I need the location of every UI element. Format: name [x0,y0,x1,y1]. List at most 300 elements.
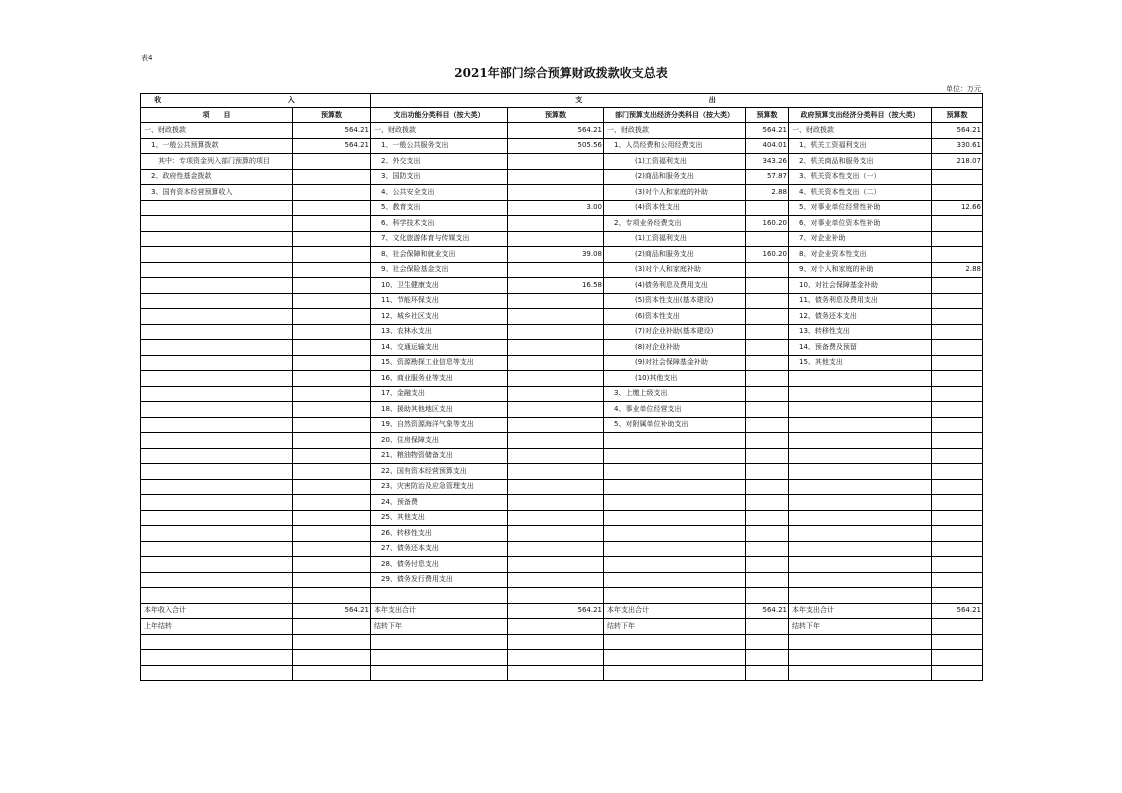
gov-econ-category-cell [789,665,932,681]
gov-econ-category-cell: 10、对社会保障基金补助 [789,278,932,294]
dept-econ-category-cell [604,448,746,464]
income-item-cell: 3、国有资本经营预算收入 [141,185,293,201]
gov-econ-budget-cell [932,650,983,666]
func-budget-cell [508,417,604,433]
income-item-cell [141,448,293,464]
dept-econ-category-cell [604,650,746,666]
income-budget-cell [293,340,371,356]
income-budget-cell [293,402,371,418]
func-budget-cell [508,665,604,681]
gov-econ-budget-cell: 564.21 [932,603,983,619]
func-category-cell: 11、节能环保支出 [371,293,508,309]
func-category-cell [371,588,508,604]
table-row [141,572,983,588]
dept-econ-budget-cell [746,526,789,542]
gov-econ-budget-cell [932,634,983,650]
dept-econ-budget-cell: 343.26 [746,154,789,170]
table-row [141,603,983,619]
income-item-cell [141,402,293,418]
gov-econ-budget-cell [932,216,983,232]
income-item-cell [141,541,293,557]
dept-econ-category-cell: (4)债务利息及费用支出 [604,278,746,294]
gov-econ-category-cell: 9、对个人和家庭的补助 [789,262,932,278]
gov-econ-budget-cell [932,541,983,557]
dept-econ-budget-cell [746,371,789,387]
func-budget-cell: 564.21 [508,123,604,139]
func-category-cell: 17、金融支出 [371,386,508,402]
dept-econ-category-cell: 5、对附属单位补助支出 [604,417,746,433]
dept-econ-category-cell [604,665,746,681]
dept-econ-category-cell: (6)资本性支出 [604,309,746,325]
gov-econ-category-cell [789,386,932,402]
func-budget-cell [508,526,604,542]
table-row [141,293,983,309]
income-item-cell: 1、一般公共预算拨款 [141,138,293,154]
dept-econ-budget-cell [746,417,789,433]
unit-label: 单位：万元 [946,85,981,93]
gov-econ-budget-cell: 564.21 [932,123,983,139]
table-row [141,402,983,418]
gov-econ-category-cell [789,448,932,464]
func-budget-cell [508,324,604,340]
gov-econ-budget-cell [932,572,983,588]
income-item-cell [141,433,293,449]
income-budget-cell: 564.21 [293,138,371,154]
func-budget-cell [508,169,604,185]
income-item-cell [141,262,293,278]
func-budget-cell [508,557,604,573]
func-budget-cell [508,293,604,309]
col-budget-header: 预算数 [293,108,371,123]
gov-econ-category-cell: 11、债务利息及费用支出 [789,293,932,309]
table-row [141,619,983,635]
col-item-header: 项 目 [141,108,293,123]
dept-econ-budget-cell [746,588,789,604]
gov-econ-budget-cell [932,185,983,201]
table-row [141,247,983,263]
func-budget-cell [508,588,604,604]
header-row-columns [141,108,983,123]
gov-econ-category-cell: 5、对事业单位经常性补助 [789,200,932,216]
table-row [141,510,983,526]
func-budget-cell [508,402,604,418]
income-item-cell [141,231,293,247]
dept-econ-category-cell: (2)商品和服务支出 [604,169,746,185]
gov-econ-category-cell [789,588,932,604]
income-budget-cell [293,665,371,681]
table-row [141,650,983,666]
func-category-cell: 7、文化旅游体育与传媒支出 [371,231,508,247]
func-category-cell: 28、债务付息支出 [371,557,508,573]
income-item-cell [141,278,293,294]
gov-econ-budget-cell: 330.61 [932,138,983,154]
func-budget-cell [508,572,604,588]
dept-econ-category-cell [604,588,746,604]
dept-econ-budget-cell [746,293,789,309]
dept-econ-category-cell: (5)资本性支出(基本建设) [604,293,746,309]
gov-econ-category-cell [789,417,932,433]
dept-econ-budget-cell [746,448,789,464]
gov-econ-budget-cell [932,557,983,573]
func-budget-cell [508,355,604,371]
income-budget-cell [293,185,371,201]
func-budget-cell [508,650,604,666]
table-row [141,324,983,340]
table-row [141,185,983,201]
func-category-cell: 3、国防支出 [371,169,508,185]
gov-econ-category-cell [789,495,932,511]
dept-econ-budget-cell: 160.20 [746,216,789,232]
dept-econ-budget-cell [746,402,789,418]
income-budget-cell [293,417,371,433]
dept-econ-category-cell: (4)资本性支出 [604,200,746,216]
dept-econ-category-cell [604,433,746,449]
income-budget-cell [293,247,371,263]
gov-econ-budget-cell [932,355,983,371]
func-budget-cell [508,154,604,170]
income-item-cell [141,355,293,371]
income-budget-cell [293,634,371,650]
income-item-cell [141,371,293,387]
dept-econ-budget-cell [746,650,789,666]
income-header-label: 收 入 [154,96,357,104]
dept-econ-category-cell: (3)对个人和家庭补助 [604,262,746,278]
dept-econ-category-cell [604,541,746,557]
func-budget-cell [508,433,604,449]
gov-econ-category-cell [789,557,932,573]
func-budget-cell: 3.00 [508,200,604,216]
table-row [141,309,983,325]
table-row [141,355,983,371]
income-budget-cell [293,464,371,480]
gov-econ-budget-cell [932,588,983,604]
income-item-cell [141,324,293,340]
col-gov-econ-header: 政府预算支出经济分类科目（按大类） [789,108,932,123]
dept-econ-budget-cell: 564.21 [746,123,789,139]
gov-econ-category-cell [789,402,932,418]
func-budget-cell [508,619,604,635]
gov-econ-category-cell: 本年支出合计 [789,603,932,619]
gov-econ-budget-cell [932,169,983,185]
gov-econ-category-cell [789,464,932,480]
func-budget-cell [508,541,604,557]
income-item-cell [141,417,293,433]
income-budget-cell [293,386,371,402]
table-row [141,464,983,480]
income-item-cell [141,634,293,650]
gov-econ-category-cell [789,650,932,666]
income-budget-cell [293,448,371,464]
header-row-sections [141,94,983,108]
dept-econ-category-cell: (2)商品和服务支出 [604,247,746,263]
dept-econ-category-cell [604,479,746,495]
dept-econ-category-cell [604,634,746,650]
income-budget-cell [293,262,371,278]
gov-econ-category-cell [789,510,932,526]
func-budget-cell [508,495,604,511]
income-budget-cell [293,154,371,170]
dept-econ-category-cell [604,464,746,480]
func-category-cell: 13、农林水支出 [371,324,508,340]
dept-econ-category-cell: 1、人员经费和公用经费支出 [604,138,746,154]
dept-econ-category-cell [604,510,746,526]
table-row [141,588,983,604]
income-budget-cell [293,588,371,604]
gov-econ-category-cell [789,634,932,650]
dept-econ-budget-cell [746,324,789,340]
table-row [141,231,983,247]
dept-econ-category-cell [604,557,746,573]
col-func-cat-header: 支出功能分类科目（按大类） [371,108,508,123]
gov-econ-budget-cell [932,309,983,325]
gov-econ-budget-cell [932,340,983,356]
func-category-cell: 21、粮油物资储备支出 [371,448,508,464]
func-budget-cell [508,386,604,402]
income-item-cell: 上年结转 [141,619,293,635]
table-row [141,123,983,139]
func-budget-cell: 564.21 [508,603,604,619]
gov-econ-category-cell [789,433,932,449]
gov-econ-budget-cell [932,448,983,464]
func-budget-cell [508,185,604,201]
gov-econ-category-cell: 2、机关商品和服务支出 [789,154,932,170]
gov-econ-category-cell: 结转下年 [789,619,932,635]
dept-econ-budget-cell [746,541,789,557]
budget-table [140,93,983,681]
income-budget-cell [293,200,371,216]
dept-econ-budget-cell [746,200,789,216]
table-body [141,123,983,681]
col-budget-header: 预算数 [508,108,604,123]
dept-econ-category-cell: (3)对个人和家庭的补助 [604,185,746,201]
func-category-cell: 18、援助其他地区支出 [371,402,508,418]
gov-econ-budget-cell: 218.07 [932,154,983,170]
func-category-cell: 4、公共安全支出 [371,185,508,201]
table-row [141,448,983,464]
gov-econ-category-cell [789,572,932,588]
gov-econ-budget-cell [932,402,983,418]
gov-econ-category-cell: 12、债务还本支出 [789,309,932,325]
gov-econ-budget-cell [932,386,983,402]
gov-econ-category-cell [789,541,932,557]
income-item-cell [141,526,293,542]
func-category-cell: 24、预备费 [371,495,508,511]
dept-econ-budget-cell [746,634,789,650]
dept-econ-category-cell [604,526,746,542]
func-budget-cell: 505.56 [508,138,604,154]
dept-econ-category-cell: 本年支出合计 [604,603,746,619]
dept-econ-category-cell: 结转下年 [604,619,746,635]
func-category-cell: 27、债务还本支出 [371,541,508,557]
dept-econ-category-cell [604,495,746,511]
func-budget-cell: 39.08 [508,247,604,263]
gov-econ-category-cell: 13、转移性支出 [789,324,932,340]
dept-econ-budget-cell [746,433,789,449]
income-item-cell [141,293,293,309]
func-category-cell: 25、其他支出 [371,510,508,526]
func-category-cell: 16、商业服务业等支出 [371,371,508,387]
gov-econ-budget-cell [932,479,983,495]
income-item-cell [141,200,293,216]
gov-econ-category-cell: 6、对事业单位资本性补助 [789,216,932,232]
func-budget-cell [508,634,604,650]
gov-econ-category-cell: 4、机关资本性支出（二） [789,185,932,201]
dept-econ-budget-cell [746,619,789,635]
dept-econ-category-cell [604,572,746,588]
income-budget-cell [293,355,371,371]
gov-econ-category-cell: 7、对企业补助 [789,231,932,247]
income-item-cell [141,572,293,588]
func-category-cell: 10、卫生健康支出 [371,278,508,294]
table-row [141,216,983,232]
gov-econ-budget-cell: 2.88 [932,262,983,278]
func-budget-cell [508,464,604,480]
dept-econ-category-cell: (9)对社会保障基金补助 [604,355,746,371]
table-row [141,479,983,495]
dept-econ-budget-cell: 57.87 [746,169,789,185]
document-title: 2021年部门综合预算财政拨款收支总表 [454,66,668,80]
table-row [141,340,983,356]
dept-econ-budget-cell [746,557,789,573]
income-item-cell [141,386,293,402]
func-category-cell: 19、自然资源海洋气象等支出 [371,417,508,433]
income-budget-cell [293,541,371,557]
func-category-cell: 2、外交支出 [371,154,508,170]
income-budget-cell [293,231,371,247]
income-budget-cell [293,169,371,185]
income-item-cell [141,464,293,480]
func-budget-cell [508,231,604,247]
dept-econ-budget-cell: 160.20 [746,247,789,263]
dept-econ-budget-cell: 404.01 [746,138,789,154]
dept-econ-category-cell: (1)工资福利支出 [604,231,746,247]
income-budget-cell [293,216,371,232]
table-row [141,169,983,185]
gov-econ-category-cell [789,479,932,495]
gov-econ-category-cell [789,371,932,387]
table-row [141,386,983,402]
table-row [141,200,983,216]
func-budget-cell [508,448,604,464]
func-category-cell: 23、灾害防治及应急管理支出 [371,479,508,495]
gov-econ-budget-cell [932,665,983,681]
dept-econ-category-cell: 一、财政拨款 [604,123,746,139]
func-category-cell: 结转下年 [371,619,508,635]
gov-econ-budget-cell [932,510,983,526]
income-item-cell [141,247,293,263]
expenditure-header-label: 支 出 [575,96,778,104]
income-item-cell: 一、财政拨款 [141,123,293,139]
table-row [141,541,983,557]
dept-econ-budget-cell [746,495,789,511]
table-number: 表4 [141,54,153,62]
func-budget-cell [508,262,604,278]
gov-econ-category-cell: 8、对企业资本性支出 [789,247,932,263]
func-budget-cell [508,371,604,387]
gov-econ-budget-cell [932,433,983,449]
gov-econ-category-cell: 3、机关资本性支出（一） [789,169,932,185]
gov-econ-category-cell [789,526,932,542]
income-item-cell [141,557,293,573]
table-row [141,665,983,681]
dept-econ-budget-cell [746,464,789,480]
func-category-cell: 6、科学技术支出 [371,216,508,232]
gov-econ-budget-cell [932,231,983,247]
col-budget-header: 预算数 [746,108,789,123]
func-budget-cell: 16.58 [508,278,604,294]
income-budget-cell [293,510,371,526]
gov-econ-budget-cell [932,371,983,387]
income-item-cell [141,650,293,666]
gov-econ-category-cell: 14、预备费及预留 [789,340,932,356]
dept-econ-budget-cell [746,262,789,278]
gov-econ-budget-cell [932,324,983,340]
table-row [141,433,983,449]
income-item-cell [141,665,293,681]
income-budget-cell [293,324,371,340]
dept-econ-budget-cell [746,510,789,526]
gov-econ-budget-cell [932,417,983,433]
dept-econ-budget-cell [746,386,789,402]
func-category-cell: 本年支出合计 [371,603,508,619]
dept-econ-category-cell: (8)对企业补助 [604,340,746,356]
income-budget-cell [293,495,371,511]
table-row [141,417,983,433]
income-item-cell [141,495,293,511]
dept-econ-budget-cell: 564.21 [746,603,789,619]
dept-econ-category-cell: 3、上缴上级支出 [604,386,746,402]
dept-econ-budget-cell [746,340,789,356]
dept-econ-budget-cell [746,665,789,681]
dept-econ-budget-cell [746,231,789,247]
col-dept-econ-header: 部门预算支出经济分类科目（按大类） [604,108,746,123]
gov-econ-budget-cell [932,278,983,294]
table-row [141,634,983,650]
income-budget-cell [293,371,371,387]
dept-econ-budget-cell [746,479,789,495]
gov-econ-budget-cell [932,464,983,480]
income-item-cell [141,588,293,604]
table-row [141,154,983,170]
table-row [141,262,983,278]
expenditure-header [371,94,983,108]
income-budget-cell: 564.21 [293,603,371,619]
income-budget-cell [293,433,371,449]
income-budget-cell [293,619,371,635]
income-budget-cell: 564.21 [293,123,371,139]
gov-econ-budget-cell: 12.66 [932,200,983,216]
gov-econ-budget-cell [932,293,983,309]
func-category-cell: 26、转移性支出 [371,526,508,542]
income-item-cell [141,309,293,325]
col-budget-header: 预算数 [932,108,983,123]
dept-econ-budget-cell [746,355,789,371]
table-row [141,495,983,511]
func-budget-cell [508,510,604,526]
dept-econ-category-cell: (7)对企业补助(基本建设) [604,324,746,340]
func-category-cell: 14、交通运输支出 [371,340,508,356]
func-category-cell: 8、社会保障和就业支出 [371,247,508,263]
dept-econ-category-cell: (10)其他支出 [604,371,746,387]
gov-econ-category-cell: 一、财政拨款 [789,123,932,139]
func-category-cell: 29、债务发行费用支出 [371,572,508,588]
func-category-cell [371,665,508,681]
gov-econ-category-cell: 1、机关工资福利支出 [789,138,932,154]
gov-econ-budget-cell [932,526,983,542]
income-item-cell [141,216,293,232]
income-header [141,94,371,108]
gov-econ-budget-cell [932,619,983,635]
